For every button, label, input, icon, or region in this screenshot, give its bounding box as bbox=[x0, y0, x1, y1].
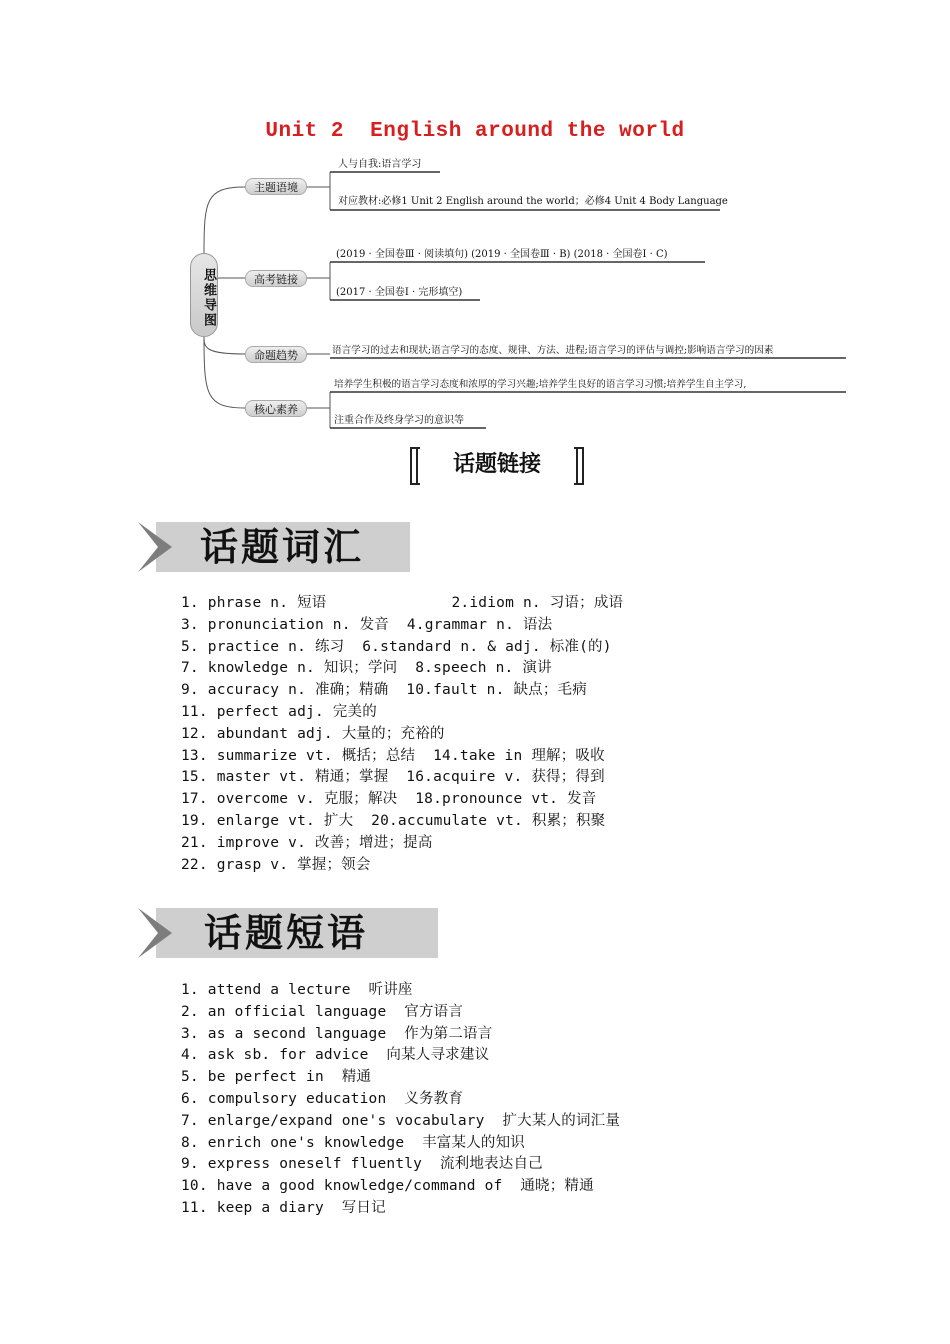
list-item: 3. pronunciation n. 发音 4.grammar n. 语法 bbox=[181, 616, 553, 633]
mindmap-branch-competency-line: 注重合作及终身学习的意识等 bbox=[334, 415, 464, 426]
list-item: 11. keep a diary 写日记 bbox=[181, 1199, 386, 1216]
list-item: 15. master vt. 精通；掌握 16.acquire v. 获得；得到 bbox=[181, 769, 605, 786]
list-item: 22. grasp v. 掌握；领会 bbox=[181, 856, 371, 873]
list-item: 19. enlarge vt. 扩大 20.accumulate vt. 积累；积聚 bbox=[181, 812, 606, 829]
list-item: 1. attend a lecture 听讲座 bbox=[181, 982, 413, 998]
page-title: Unit 2 English around the world bbox=[265, 120, 685, 143]
list-item: 13. summarize vt. 概括；总结 14.take in 理解；吸收 bbox=[181, 747, 605, 764]
phrase-banner-label: 话题短语 bbox=[204, 911, 369, 955]
list-item: 6. compulsory education 义务教育 bbox=[181, 1090, 464, 1107]
mindmap-branch-gaokao-line: (2017 · 全国卷Ⅰ · 完形填空) bbox=[336, 287, 463, 298]
vocab-banner bbox=[138, 522, 410, 572]
mindmap-branch-gaokao-line: (2019 · 全国卷Ⅲ · 阅读填句) (2019 · 全国卷Ⅲ · B) (2018 · 全国卷Ⅰ · C) bbox=[336, 249, 668, 260]
vocab-banner-label: 话题词汇 bbox=[200, 525, 365, 569]
list-item: 12. abundant adj. 大量的；充裕的 bbox=[181, 725, 445, 742]
mindmap-branch-theme: 主题语境 bbox=[245, 178, 307, 195]
list-item: 17. overcome v. 克服；解决 18.pronounce vt. 发音 bbox=[181, 791, 597, 808]
mindmap-branch-gaokao: 高考链接 bbox=[245, 270, 307, 287]
list-item: 9. express oneself fluently 流利地表达自己 bbox=[181, 1156, 543, 1173]
bracket-left-icon bbox=[410, 447, 420, 485]
list-item: 7. enlarge/expand one's vocabulary 扩大某人的词汇量 bbox=[181, 1112, 621, 1129]
mindmap-connectors bbox=[0, 0, 950, 440]
list-item: 7. knowledge n. 知识；学问 8.speech n. 演讲 bbox=[181, 660, 552, 677]
list-item: 5. be perfect in 精通 bbox=[181, 1069, 372, 1086]
mindmap-branch-trend: 命题趋势 bbox=[245, 346, 307, 363]
list-item: 1. phrase n. 短语 2.idiom n. 习语；成语 bbox=[181, 595, 624, 611]
list-item: 5. practice n. 练习 6.standard n. & adj. 标准(的) bbox=[181, 638, 612, 655]
mindmap-root: 思维导图 bbox=[190, 253, 218, 337]
list-item: 4. ask sb. for advice 向某人寻求建议 bbox=[181, 1047, 490, 1064]
phrase-banner bbox=[138, 908, 438, 958]
topic-link-label: 话题链接 bbox=[452, 452, 541, 477]
mindmap-branch-competency: 核心素养 bbox=[245, 400, 307, 417]
list-item: 2. an official language 官方语言 bbox=[181, 1003, 464, 1020]
mindmap-branch-theme-line: 对应教材:必修1 Unit 2 English around the world；必修4 Unit 4 Body Language bbox=[338, 196, 728, 207]
mindmap-branch-competency-line: 培养学生积极的语言学习态度和浓厚的学习兴趣;培养学生良好的语言学习习惯;培养学生自主学习, bbox=[334, 379, 747, 390]
mindmap-branch-theme-line: 人与自我:语言学习 bbox=[338, 159, 422, 170]
list-item: 9. accuracy n. 准确；精确 10.fault n. 缺点；毛病 bbox=[181, 682, 587, 699]
bracket-right-icon bbox=[574, 447, 584, 485]
phrase-list bbox=[181, 980, 620, 1220]
list-item: 21. improve v. 改善；增进；提高 bbox=[181, 834, 433, 851]
vocab-list bbox=[181, 593, 623, 876]
list-item: 8. enrich one's knowledge 丰富某人的知识 bbox=[181, 1134, 526, 1151]
mindmap-branch-trend-line: 语言学习的过去和现状;语言学习的态度、规律、方法、进程;语言学习的评估与调控;影响语言学习的因素 bbox=[332, 345, 774, 356]
topic-link-heading bbox=[410, 447, 584, 483]
list-item: 11. perfect adj. 完美的 bbox=[181, 703, 377, 720]
list-item: 10. have a good knowledge/command of 通晓；精通 bbox=[181, 1178, 594, 1195]
list-item: 3. as a second language 作为第二语言 bbox=[181, 1025, 493, 1042]
